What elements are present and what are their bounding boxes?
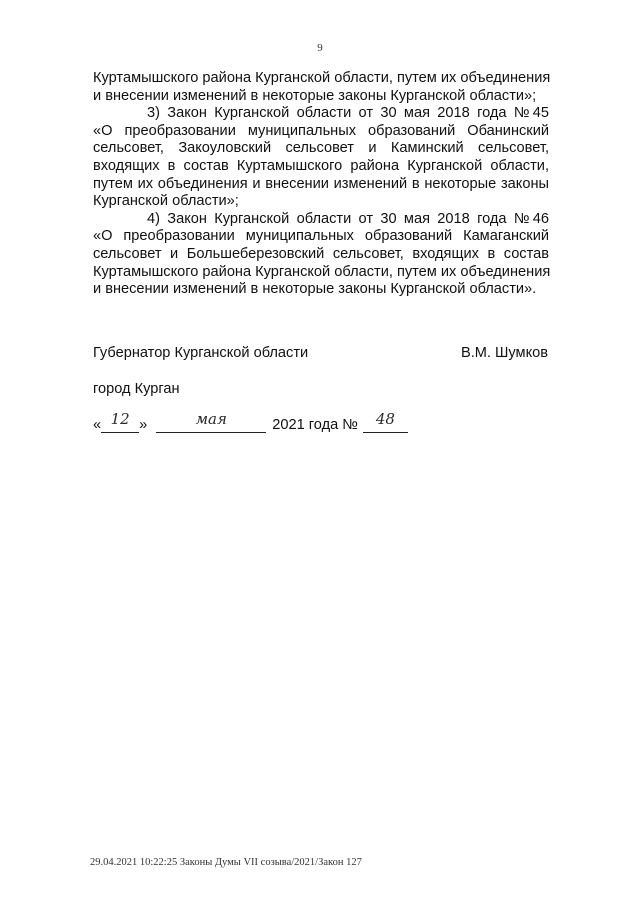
footer-stamp: 29.04.2021 10:22:25 Законы Думы VII созыва/2021/Закон 127: [90, 857, 362, 868]
handwritten-month: мая: [195, 410, 227, 428]
handwritten-number: 48: [375, 410, 395, 428]
signatory-title: Губернатор Курганской области: [93, 345, 309, 361]
body-line: 4) Закон Курганской области от 30 мая 2018 года №46: [147, 210, 549, 227]
body-line: сельсовет и Большеберезовский сельсовет, входящих в состав: [93, 245, 549, 262]
body-line: путем их объединения и внесении изменений в некоторые законы: [93, 175, 549, 192]
body-line: Куртамышского района Курганской области, путем их объединения: [93, 263, 551, 280]
body-line: Курганской области»;: [93, 193, 239, 210]
document-body: [93, 70, 549, 299]
signatory-name: В.М. Шумков: [460, 345, 548, 361]
year-text: 2021 года №: [272, 417, 358, 433]
body-line: входящих в состав Куртамышского района Курганской области,: [93, 157, 549, 174]
close-quote: »: [139, 417, 148, 433]
handwritten-day: 12: [110, 410, 130, 428]
body-line: «О преобразовании муниципальных образований Обанинский: [93, 122, 549, 139]
body-line: «О преобразовании муниципальных образований Камаганский: [93, 228, 549, 245]
body-line: и внесении изменений в некоторые законы Курганской области».: [93, 281, 537, 298]
page-number: 9: [317, 42, 323, 54]
date-line: [93, 410, 408, 433]
body-line: и внесении изменений в некоторые законы Курганской области»;: [93, 87, 537, 104]
signature-block: [93, 345, 548, 361]
day-blank: [101, 410, 139, 433]
body-line: сельсовет, Закоуловский сельсовет и Каминский сельсовет,: [93, 140, 549, 157]
body-line: 3) Закон Курганской области от 30 мая 2018 года №45: [147, 105, 549, 122]
open-quote: «: [93, 417, 102, 433]
number-blank: [363, 410, 408, 433]
city-label: город Курган: [93, 381, 180, 397]
month-blank: [156, 410, 266, 433]
body-line: Куртамышского района Курганской области, путем их объединения: [93, 70, 551, 86]
